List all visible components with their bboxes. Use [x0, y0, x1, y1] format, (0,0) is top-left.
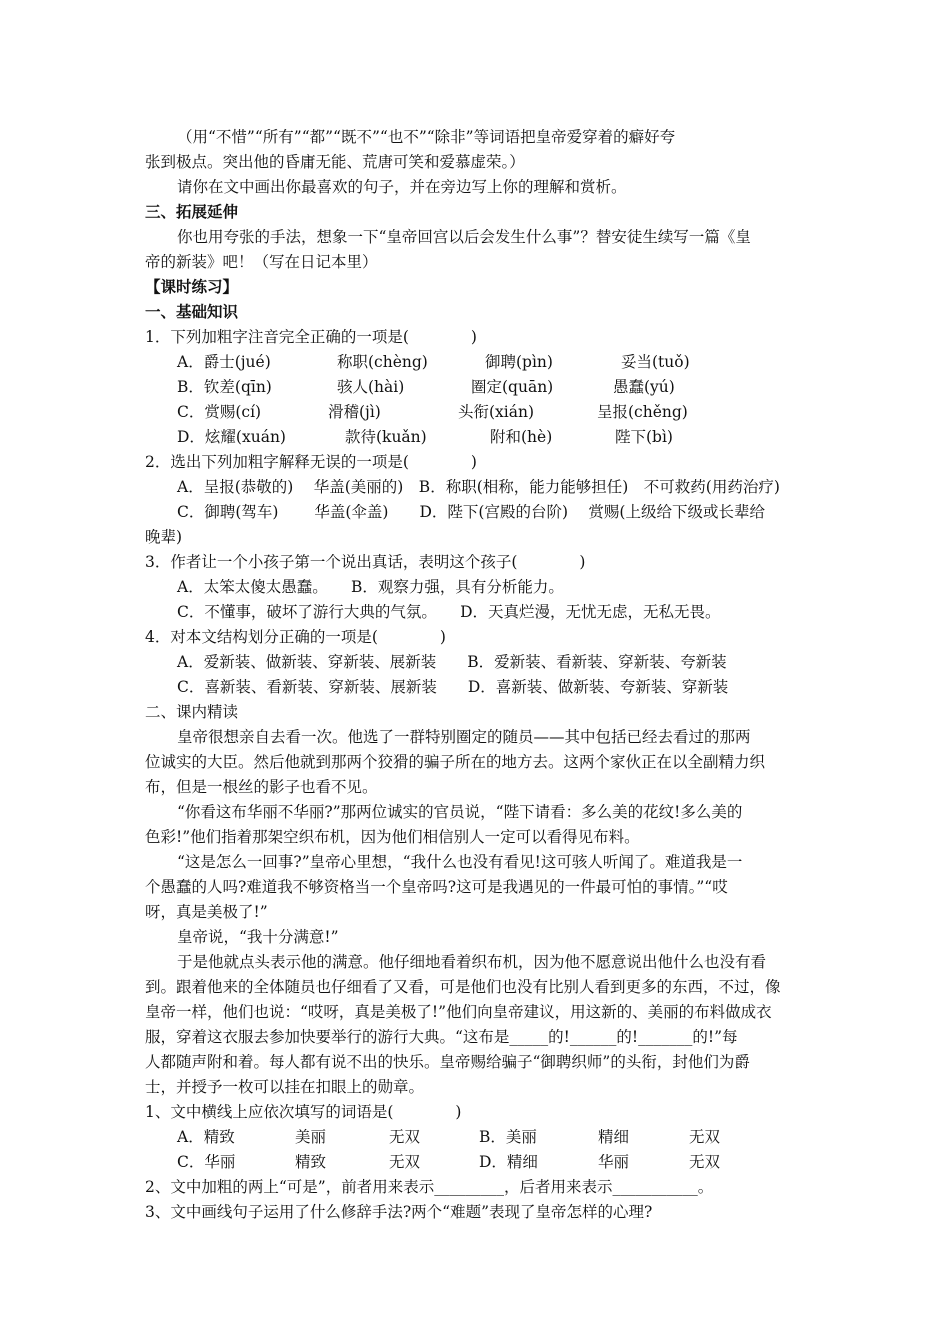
reading-line: 服，穿着这衣服去参加快要举行的游行大典。“这布是_____的!______的!_______的!”每 — [145, 1028, 738, 1046]
rq1-option: 无双 — [389, 1128, 421, 1146]
reading-line: 到。跟着他来的全体随员也仔细看了又看，可是他们也没有比别人看到更多的东西，不过，像 — [145, 978, 781, 996]
rq1-option: 美丽 — [295, 1128, 327, 1146]
q2-option-line-cont: 晚辈) — [145, 528, 183, 546]
q1-option: 滑稽(jì) — [328, 403, 381, 421]
q2-option-line: A．呈报(恭敬的) 华盖(美丽的) B．称职(相称，能力能够担任) 不可救药(用药治疗) — [177, 478, 780, 496]
q1-option: 愚蠢(yú) — [613, 378, 675, 396]
q1-option: B．钦差(qīn) — [177, 378, 272, 396]
q3-option-line: C．不懂事，破坏了游行大典的气氛。 D．天真烂漫，无忧无虑，无私无畏。 — [177, 603, 721, 621]
rq1-option: A．精致 — [177, 1128, 235, 1146]
section3-heading: 三、拓展延伸 — [145, 203, 239, 221]
section3-line1: 你也用夸张的手法，想象一下“皇帝回宫以后会发生什么事”？替安徒生续写一篇《皇 — [177, 228, 751, 246]
q1-option: 妥当(tuǒ) — [621, 353, 690, 371]
q2-option-line: C．御聘(驾车) 华盖(伞盖) D．陛下(宫殿的台阶) 赏赐(上级给下级或长辈给 — [177, 503, 765, 521]
rq1-option: 华丽 — [598, 1153, 630, 1171]
rq2-text: 2、文中加粗的两上“可是”，前者用来表示_________，后者用来表示___________。 — [145, 1178, 714, 1196]
rq1-stem: 1、文中横线上应依次填写的词语是( ) — [145, 1103, 462, 1121]
section3-line2: 帝的新装》吧！（写在日记本里） — [145, 253, 378, 271]
reading-line: 皇帝一样，他们也说：“哎呀，真是美极了!”他们向皇帝建议，用这新的、美丽的布料做成衣 — [145, 1003, 772, 1021]
rq1-option: 无双 — [689, 1128, 721, 1146]
q1-option: 呈报(chěng) — [597, 403, 688, 421]
intro-note-line1: （用“不惜”“所有”“都”“既不”“也不”“除非”等词语把皇帝爱穿着的癖好夸 — [177, 128, 676, 146]
q1-option: 附和(hè) — [490, 428, 553, 446]
intro-task: 请你在文中画出你最喜欢的句子，并在旁边写上你的理解和赏析。 — [177, 178, 627, 196]
reading-line: 于是他就点头表示他的满意。他仔细地看着织布机，因为他不愿意说出他什么也没有看 — [177, 953, 767, 971]
q1-option: 称职(chèng) — [337, 353, 428, 371]
q1-option: C．赏赐(cí) — [177, 403, 262, 421]
q3-option-line: A．太笨太傻太愚蠢。 B．观察力强，具有分析能力。 — [177, 578, 564, 596]
q4-stem: 4．对本文结构划分正确的一项是( ) — [145, 628, 446, 646]
rq1-option: B．美丽 — [479, 1128, 537, 1146]
rq1-option: 精致 — [295, 1153, 327, 1171]
rq1-option: C．华丽 — [177, 1153, 236, 1171]
q1-option: 陛下(bì) — [615, 428, 673, 446]
reading-line: 皇帝很想亲自去看一次。他选了一群特别圈定的随员——其中包括已经去看过的那两 — [177, 728, 751, 746]
reading-line: 人都随声附和着。每人都有说不出的快乐。皇帝赐给骗子“御聘织师”的头衔，封他们为爵 — [145, 1053, 750, 1071]
reading-line: 皇帝说，“我十分满意!” — [177, 928, 339, 946]
q2-stem: 2．选出下列加粗字解释无误的一项是( ) — [145, 453, 477, 471]
rq3-text: 3、文中画线句子运用了什么修辞手法?两个“难题”表现了皇帝怎样的心理? — [145, 1203, 653, 1221]
q1-option: 骇人(hài) — [337, 378, 405, 396]
reading-heading: 二、课内精读 — [145, 703, 239, 721]
basics-heading: 一、基础知识 — [145, 303, 239, 321]
reading-line: 位诚实的大臣。然后他就到那两个狡猾的骗子所在的地方去。这两个家伙正在以全副精力织 — [145, 753, 766, 771]
rq1-option: 精细 — [598, 1128, 630, 1146]
reading-line: 士，并授予一枚可以挂在扣眼上的勋章。 — [145, 1078, 425, 1096]
q1-option: A．爵士(jué) — [177, 353, 271, 371]
reading-line: 个愚蠢的人吗?难道我不够资格当一个皇帝吗?这可是我遇见的一件最可怕的事情。”“哎 — [145, 878, 728, 896]
reading-line: 色彩!”他们指着那架空织布机，因为他们相信别人一定可以看得见布料。 — [145, 828, 640, 846]
q1-option: 御聘(pìn) — [485, 353, 553, 371]
intro-note-line2: 张到极点。突出他的昏庸无能、荒唐可笑和爱慕虚荣。） — [145, 153, 525, 171]
q4-option-line: A．爱新装、做新装、穿新装、展新装 B．爱新装、看新装、穿新装、夸新装 — [177, 653, 727, 671]
q1-option: D．炫耀(xuán) — [177, 428, 286, 446]
q4-option-line: C．喜新装、看新装、穿新装、展新装 D．喜新装、做新装、夸新装、穿新装 — [177, 678, 729, 696]
reading-line: “你看这布华丽不华丽?”那两位诚实的官员说，“陛下请看：多么美的花纹!多么美的 — [177, 803, 743, 821]
q3-stem: 3．作者让一个小孩子第一个说出真话，表明这个孩子( ) — [145, 553, 586, 571]
rq1-option: 无双 — [689, 1153, 721, 1171]
practice-heading: 【课时练习】 — [145, 278, 239, 296]
reading-line: “这是怎么一回事?”皇帝心里想，“我什么也没有看见!这可骇人听闻了。难道我是一 — [177, 853, 743, 871]
reading-line: 呀，真是美极了!” — [145, 903, 268, 921]
reading-line: 布，但是一根丝的影子也看不见。 — [145, 778, 378, 796]
q1-option: 头衔(xián) — [458, 403, 535, 421]
q1-option: 圈定(quān) — [471, 378, 554, 396]
q1-stem: 1．下列加粗字注音完全正确的一项是( ) — [145, 328, 477, 346]
rq1-option: D．精细 — [479, 1153, 538, 1171]
rq1-option: 无双 — [389, 1153, 421, 1171]
q1-option: 款待(kuǎn) — [345, 428, 427, 446]
